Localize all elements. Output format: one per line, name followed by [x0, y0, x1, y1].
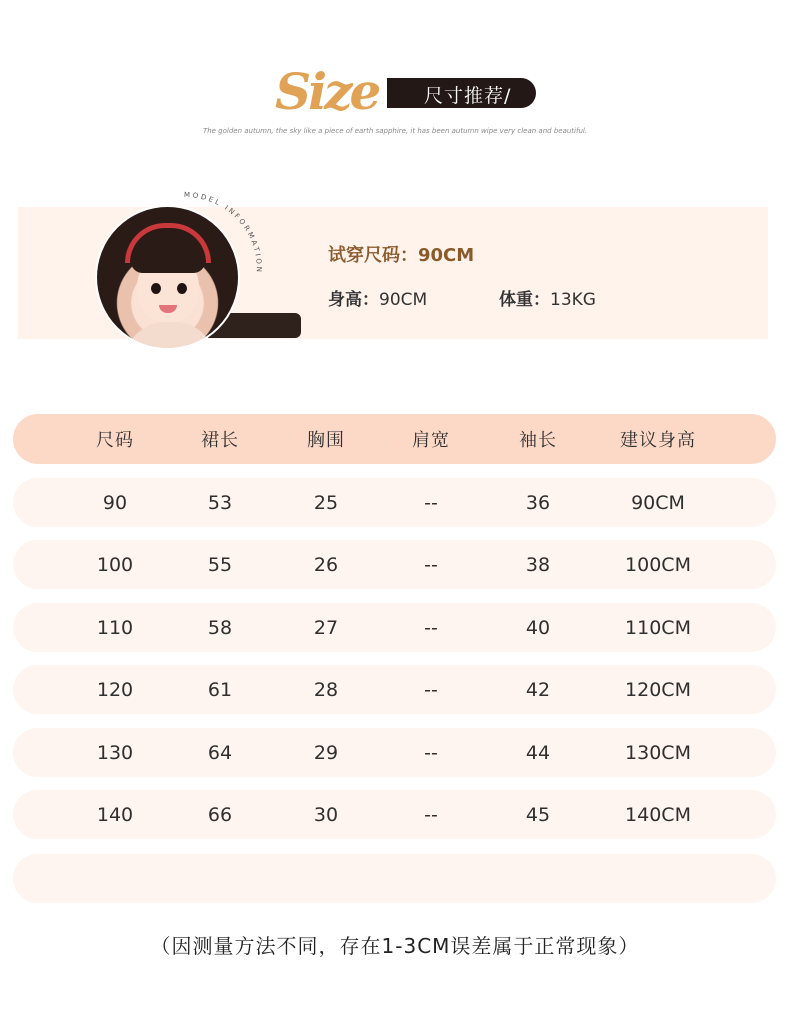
header-chest: 胸围: [307, 430, 345, 451]
model-information-arc: [84, 185, 274, 315]
table-row-empty: [13, 854, 776, 903]
cell-skirt-length: 66: [207, 803, 233, 826]
cell-size: 130: [96, 741, 134, 764]
cell-sleeve: 45: [525, 803, 551, 826]
cell-sleeve: 42: [525, 678, 551, 701]
try-size-label: 试穿尺码：: [328, 245, 418, 266]
cell-height: 120CM: [625, 678, 691, 701]
cell-skirt-length: 55: [207, 553, 233, 576]
cell-size: 140: [96, 803, 134, 826]
table-row: [13, 603, 776, 652]
cell-shoulder: --: [424, 553, 438, 576]
height-value: 90CM: [379, 290, 428, 310]
height-label: 身高：: [328, 290, 379, 310]
cell-chest: 25: [313, 491, 339, 514]
cell-sleeve: 38: [525, 553, 551, 576]
table-row: [13, 478, 776, 527]
cell-height: 130CM: [625, 741, 691, 764]
cell-shoulder: --: [424, 616, 438, 639]
header-skirt-length: 裙长: [201, 430, 239, 451]
header-height: 建议身高: [620, 430, 696, 451]
cell-height: 110CM: [625, 616, 691, 639]
weight-value: 13KG: [550, 290, 596, 310]
measurement-note: （因测量方法不同，存在1-3CM误差属于正常现象）: [150, 934, 640, 958]
table-row: [13, 790, 776, 839]
cell-sleeve: 40: [525, 616, 551, 639]
cell-skirt-length: 64: [207, 741, 233, 764]
model-height: [328, 285, 427, 310]
size-title-pill: [387, 78, 536, 108]
cell-shoulder: --: [424, 803, 438, 826]
header-size: 尺码: [96, 430, 134, 451]
cell-chest: 29: [313, 741, 339, 764]
cell-shoulder: --: [424, 678, 438, 701]
model-weight: [499, 285, 596, 310]
cell-height: 140CM: [625, 803, 691, 826]
size-header: [0, 0, 790, 150]
try-size: [328, 241, 474, 267]
cell-chest: 30: [313, 803, 339, 826]
cell-size: 90: [102, 491, 128, 514]
size-logo: Size: [275, 62, 379, 121]
cell-size: 110: [96, 616, 134, 639]
cell-size: 120: [96, 678, 134, 701]
header-shoulder: 肩宽: [412, 430, 450, 451]
weight-label: 体重：: [499, 290, 550, 310]
svg-text:MODEL INFORMATION: [184, 191, 263, 275]
cell-size: 100: [96, 553, 134, 576]
cell-chest: 27: [313, 616, 339, 639]
model-body: [125, 322, 215, 350]
cell-skirt-length: 58: [207, 616, 233, 639]
try-size-value: 90CM: [418, 245, 475, 266]
table-row: [13, 540, 776, 589]
cell-height: 100CM: [625, 553, 691, 576]
table-header-row: [13, 414, 776, 464]
cell-shoulder: --: [424, 741, 438, 764]
cell-sleeve: 44: [525, 741, 551, 764]
cell-shoulder: --: [424, 491, 438, 514]
cell-chest: 28: [313, 678, 339, 701]
cell-skirt-length: 61: [207, 678, 233, 701]
cell-sleeve: 36: [525, 491, 551, 514]
header-sleeve: 袖长: [519, 430, 557, 451]
table-row: [13, 728, 776, 777]
size-title: 尺寸推荐/: [424, 85, 512, 107]
table-row: [13, 665, 776, 714]
tagline: The golden autumn, the sky like a piece of earth sapphire, it has been autumn wipe very clean and beautiful.: [202, 127, 588, 135]
cell-height: 90CM: [631, 491, 685, 514]
cell-chest: 26: [313, 553, 339, 576]
cell-skirt-length: 53: [207, 491, 233, 514]
arc-label: MODEL INFORMATION: [183, 190, 263, 275]
